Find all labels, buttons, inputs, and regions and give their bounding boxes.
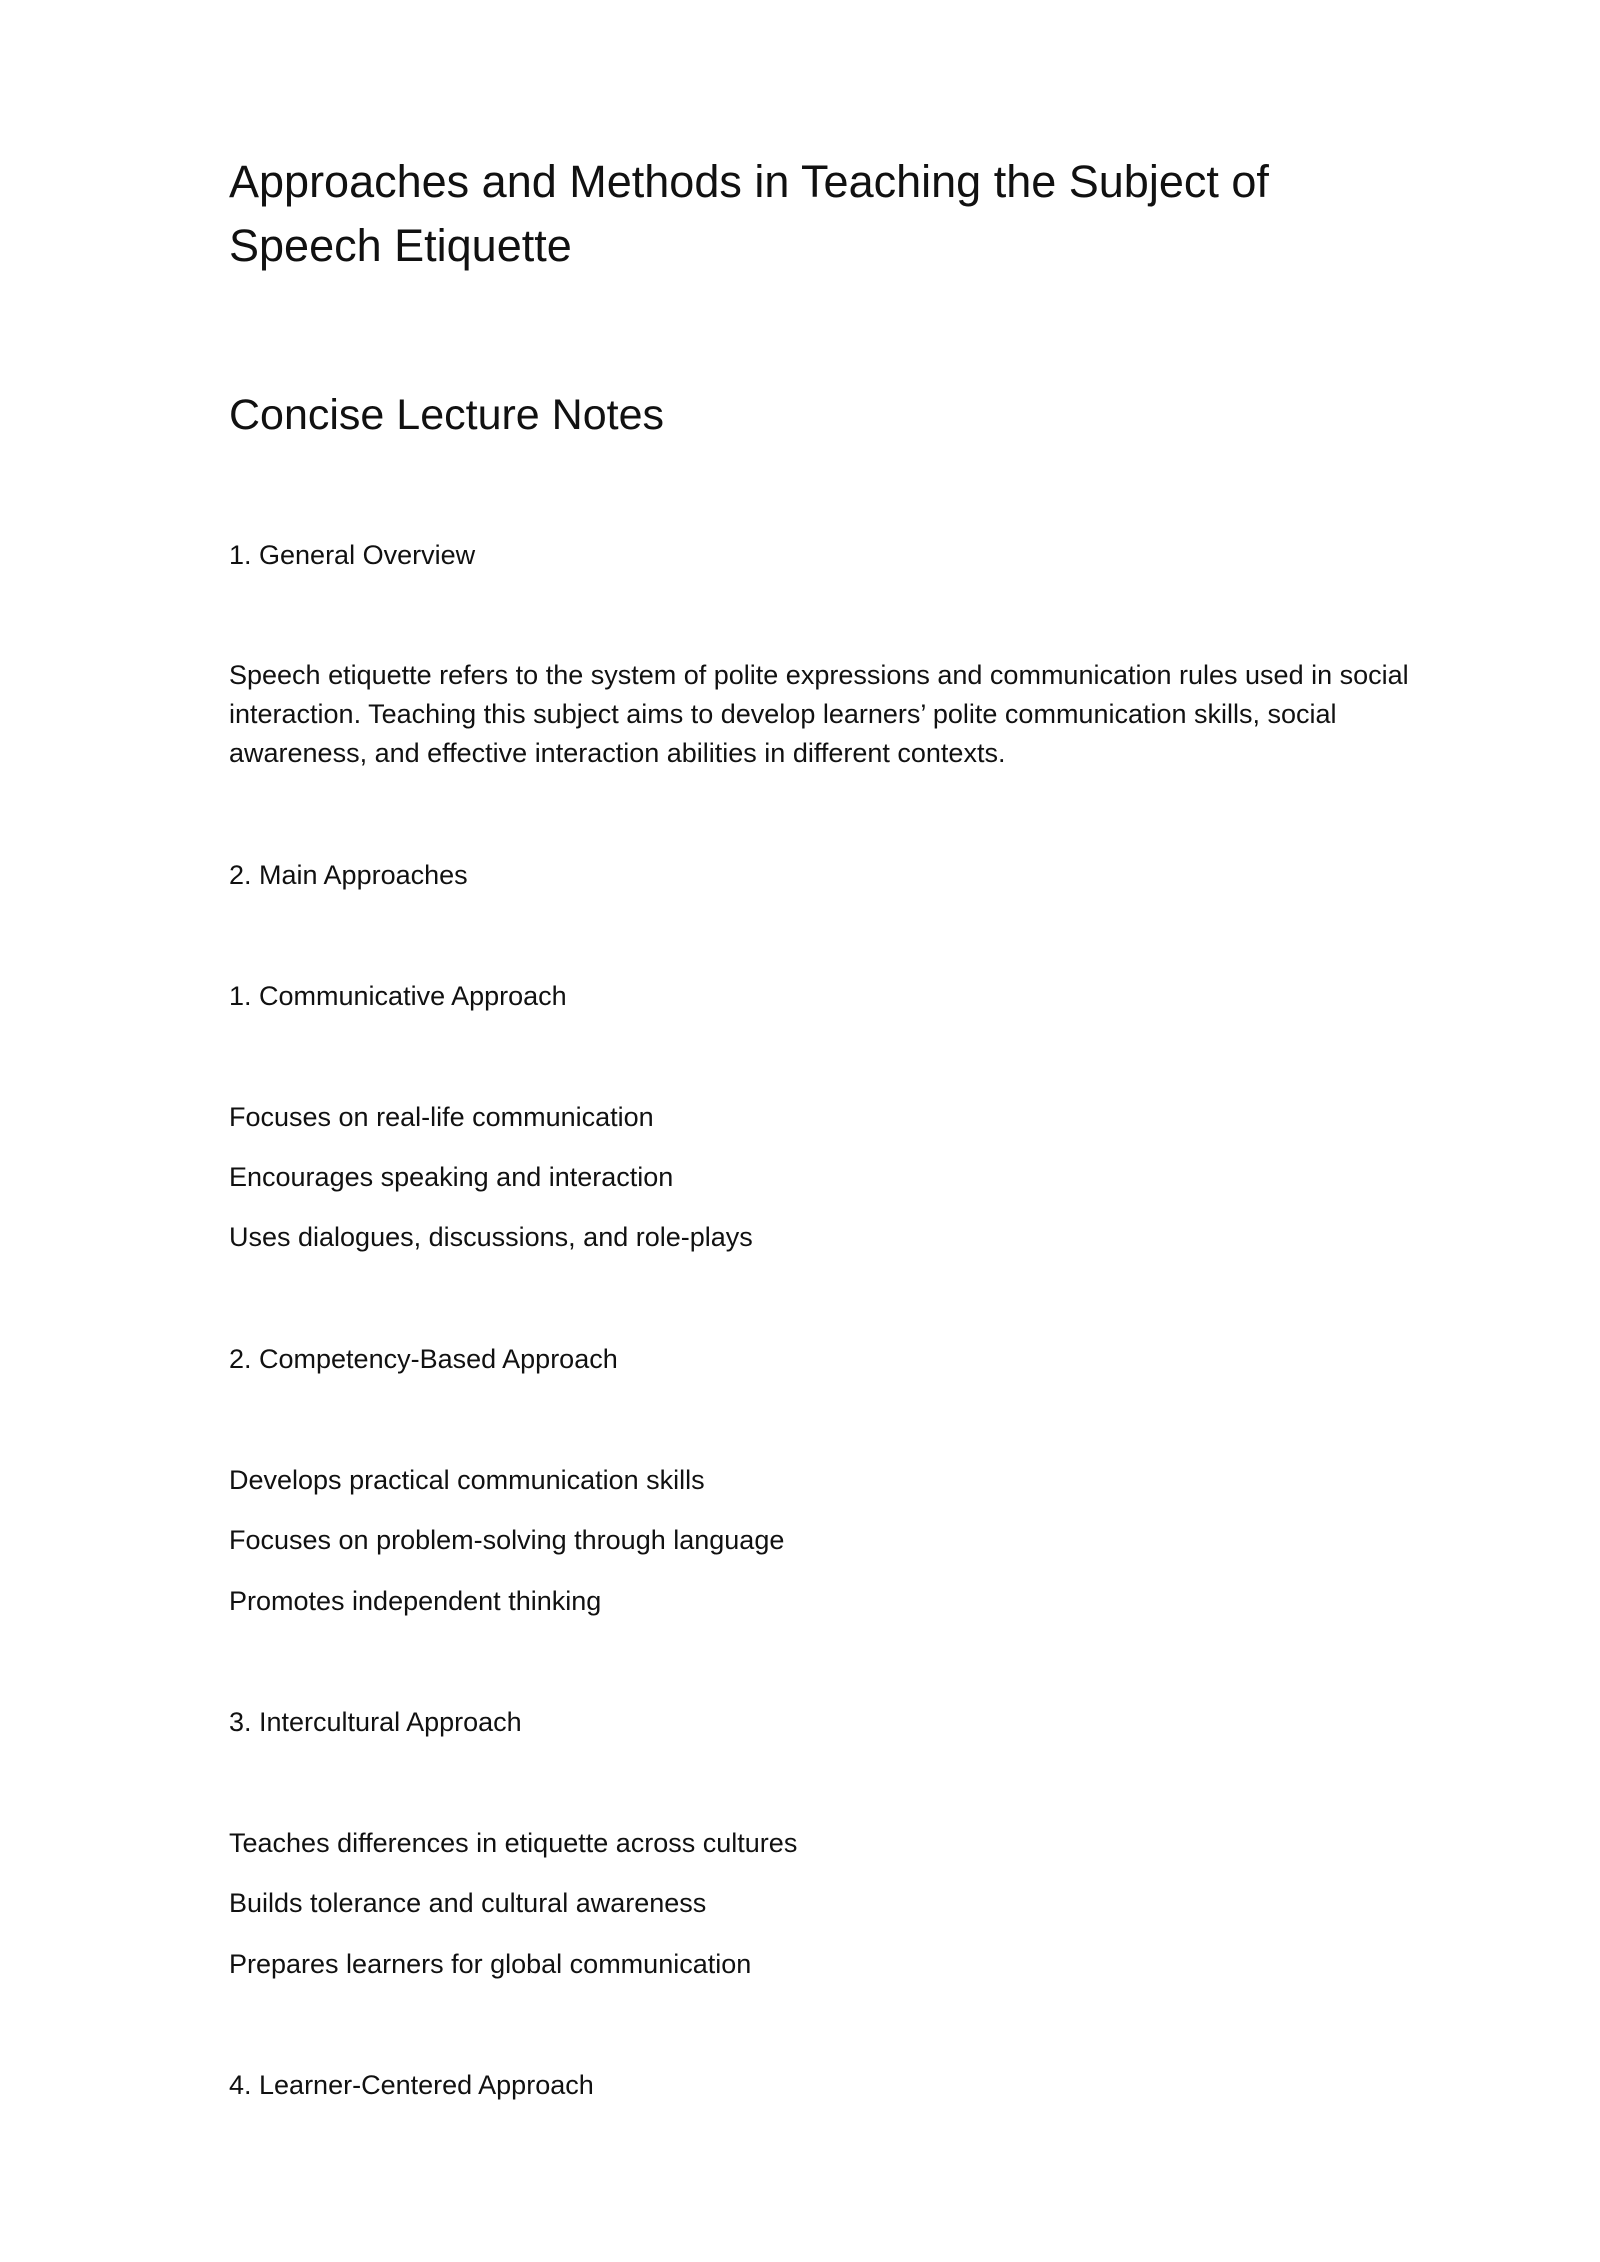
- competency-approach-heading: 2. Competency-Based Approach: [229, 1344, 618, 1374]
- intercultural-approach-heading: 3. Intercultural Approach: [229, 1707, 522, 1737]
- competency-point-problem-solving: Focuses on problem-solving through language: [229, 1525, 785, 1555]
- intercultural-point-global: Prepares learners for global communication: [229, 1949, 752, 1979]
- general-overview-heading: 1. General Overview: [229, 540, 476, 570]
- intercultural-point-differences: Teaches differences in etiquette across cultures: [229, 1828, 798, 1858]
- communicative-point-speaking: Encourages speaking and interaction: [229, 1162, 674, 1192]
- intercultural-point-tolerance: Builds tolerance and cultural awareness: [229, 1888, 707, 1918]
- communicative-point-real-life: Focuses on real-life communication: [229, 1102, 654, 1132]
- competency-point-practical: Develops practical communication skills: [229, 1465, 705, 1495]
- main-approaches-heading: 2. Main Approaches: [229, 860, 468, 890]
- document-subtitle: Concise Lecture Notes: [229, 391, 664, 439]
- communicative-point-dialogues: Uses dialogues, discussions, and role-plays: [229, 1222, 753, 1252]
- learner-centered-approach-heading: 4. Learner-Centered Approach: [229, 2070, 594, 2100]
- competency-point-independent-thinking: Promotes independent thinking: [229, 1586, 602, 1616]
- communicative-approach-heading: 1. Communicative Approach: [229, 981, 567, 1011]
- document-title: Approaches and Methods in Teaching the Subject of Speech Etiquette: [229, 156, 1269, 271]
- general-overview-paragraph: Speech etiquette refers to the system of polite expressions and communication rules used in social interaction. Teaching this subject aims to develop learners’ polite communication skills, social awareness, and effective interaction abilities in different contexts.: [229, 660, 1409, 768]
